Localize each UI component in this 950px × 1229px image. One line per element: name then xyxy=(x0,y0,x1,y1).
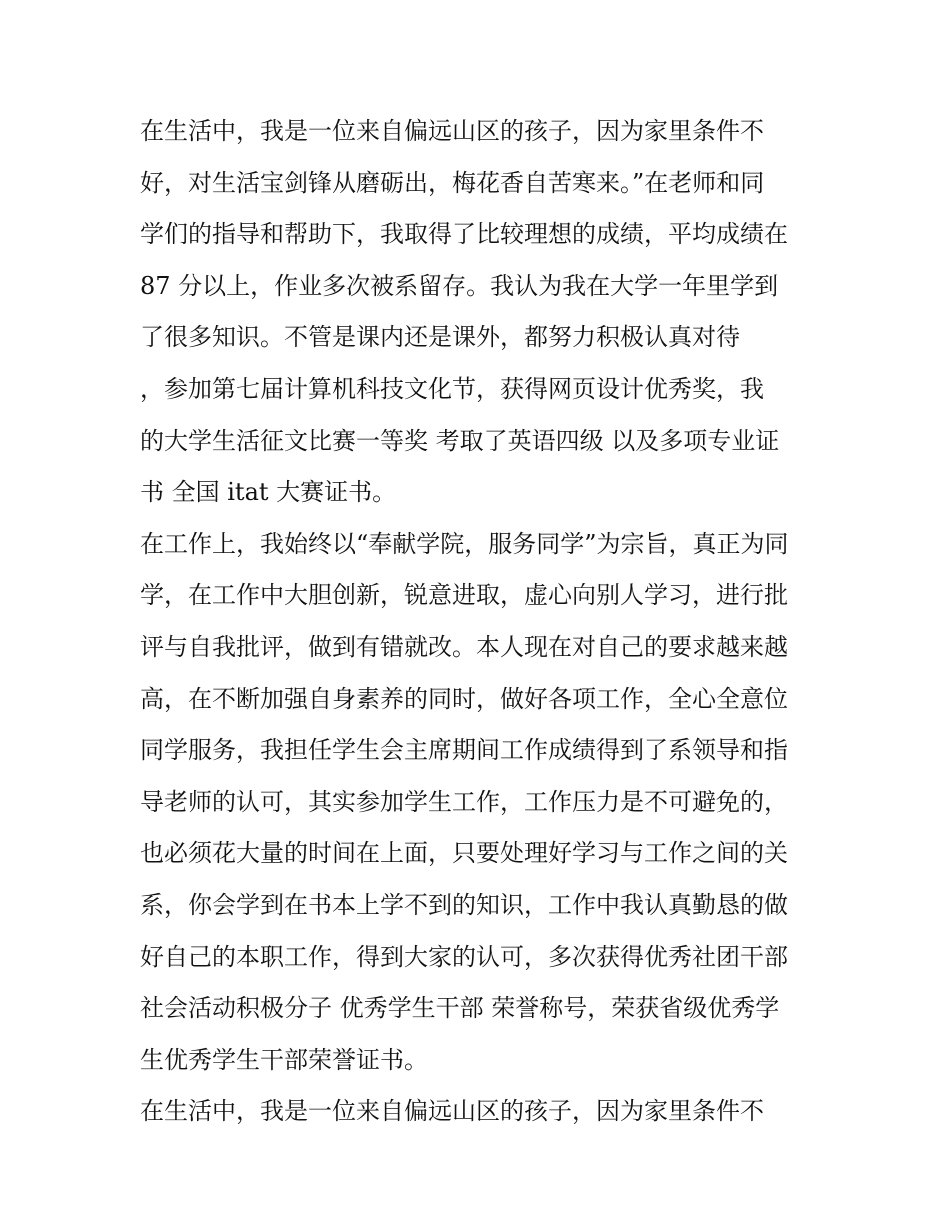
document-body xyxy=(140,106,820,1138)
text-line: 生优秀学生干部荣誉证书。 xyxy=(140,1045,428,1074)
text-line: 87 分以上，作业多次被系留存。我认为我在大学一年里学到 xyxy=(140,271,779,300)
text-line: 好，对生活宝剑锋从磨砺出，梅花香自苦寒来。”在老师和同 xyxy=(140,168,765,197)
text-line: 好自己的本职工作，得到大家的认可，多次获得优秀社团干部 xyxy=(140,942,788,971)
text-line: 书 全国 itat 大赛证书。 xyxy=(140,478,397,507)
text-line: 导老师的认可，其实参加学生工作，工作压力是不可避免的， xyxy=(140,787,788,816)
text-line: 在工作上，我始终以“奉献学院，服务同学”为宗旨，真正为同 xyxy=(140,529,789,558)
text-line: 高，在不断加强自身素养的同时，做好各项工作，全心全意位 xyxy=(140,684,788,713)
text-line: 也必须花大量的时间在上面，只要处理好学习与工作之间的关 xyxy=(140,839,788,868)
text-line: 同学服务，我担任学生会主席期间工作成绩得到了系领导和指 xyxy=(140,736,788,765)
text-line: 社会活动积极分子 优秀学生干部 荣誉称号，荣获省级优秀学 xyxy=(140,994,780,1023)
text-line: 在生活中，我是一位来自偏远山区的孩子，因为家里条件不 xyxy=(140,1097,764,1126)
text-line: 学们的指导和帮助下，我取得了比较理想的成绩，平均成绩在 xyxy=(140,220,788,249)
text-line: 系，你会学到在书本上学不到的知识，工作中我认真勤恳的做 xyxy=(140,890,788,919)
text-line: 评与自我批评，做到有错就改。本人现在对自己的要求越来越 xyxy=(140,632,788,661)
text-line: 在生活中，我是一位来自偏远山区的孩子，因为家里条件不 xyxy=(140,117,764,145)
text-line: 的大学生活征文比赛一等奖 考取了英语四级 以及多项专业证 xyxy=(140,426,780,455)
text-line: 学，在工作中大胆创新，锐意进取，虚心向别人学习，进行批 xyxy=(140,581,788,610)
text-line: 了很多知识。不管是课内还是课外，都努力积极认真对待 xyxy=(140,323,740,352)
text-line: ，参加第七届计算机科技文化节，获得网页设计优秀奖，我 xyxy=(140,374,764,403)
